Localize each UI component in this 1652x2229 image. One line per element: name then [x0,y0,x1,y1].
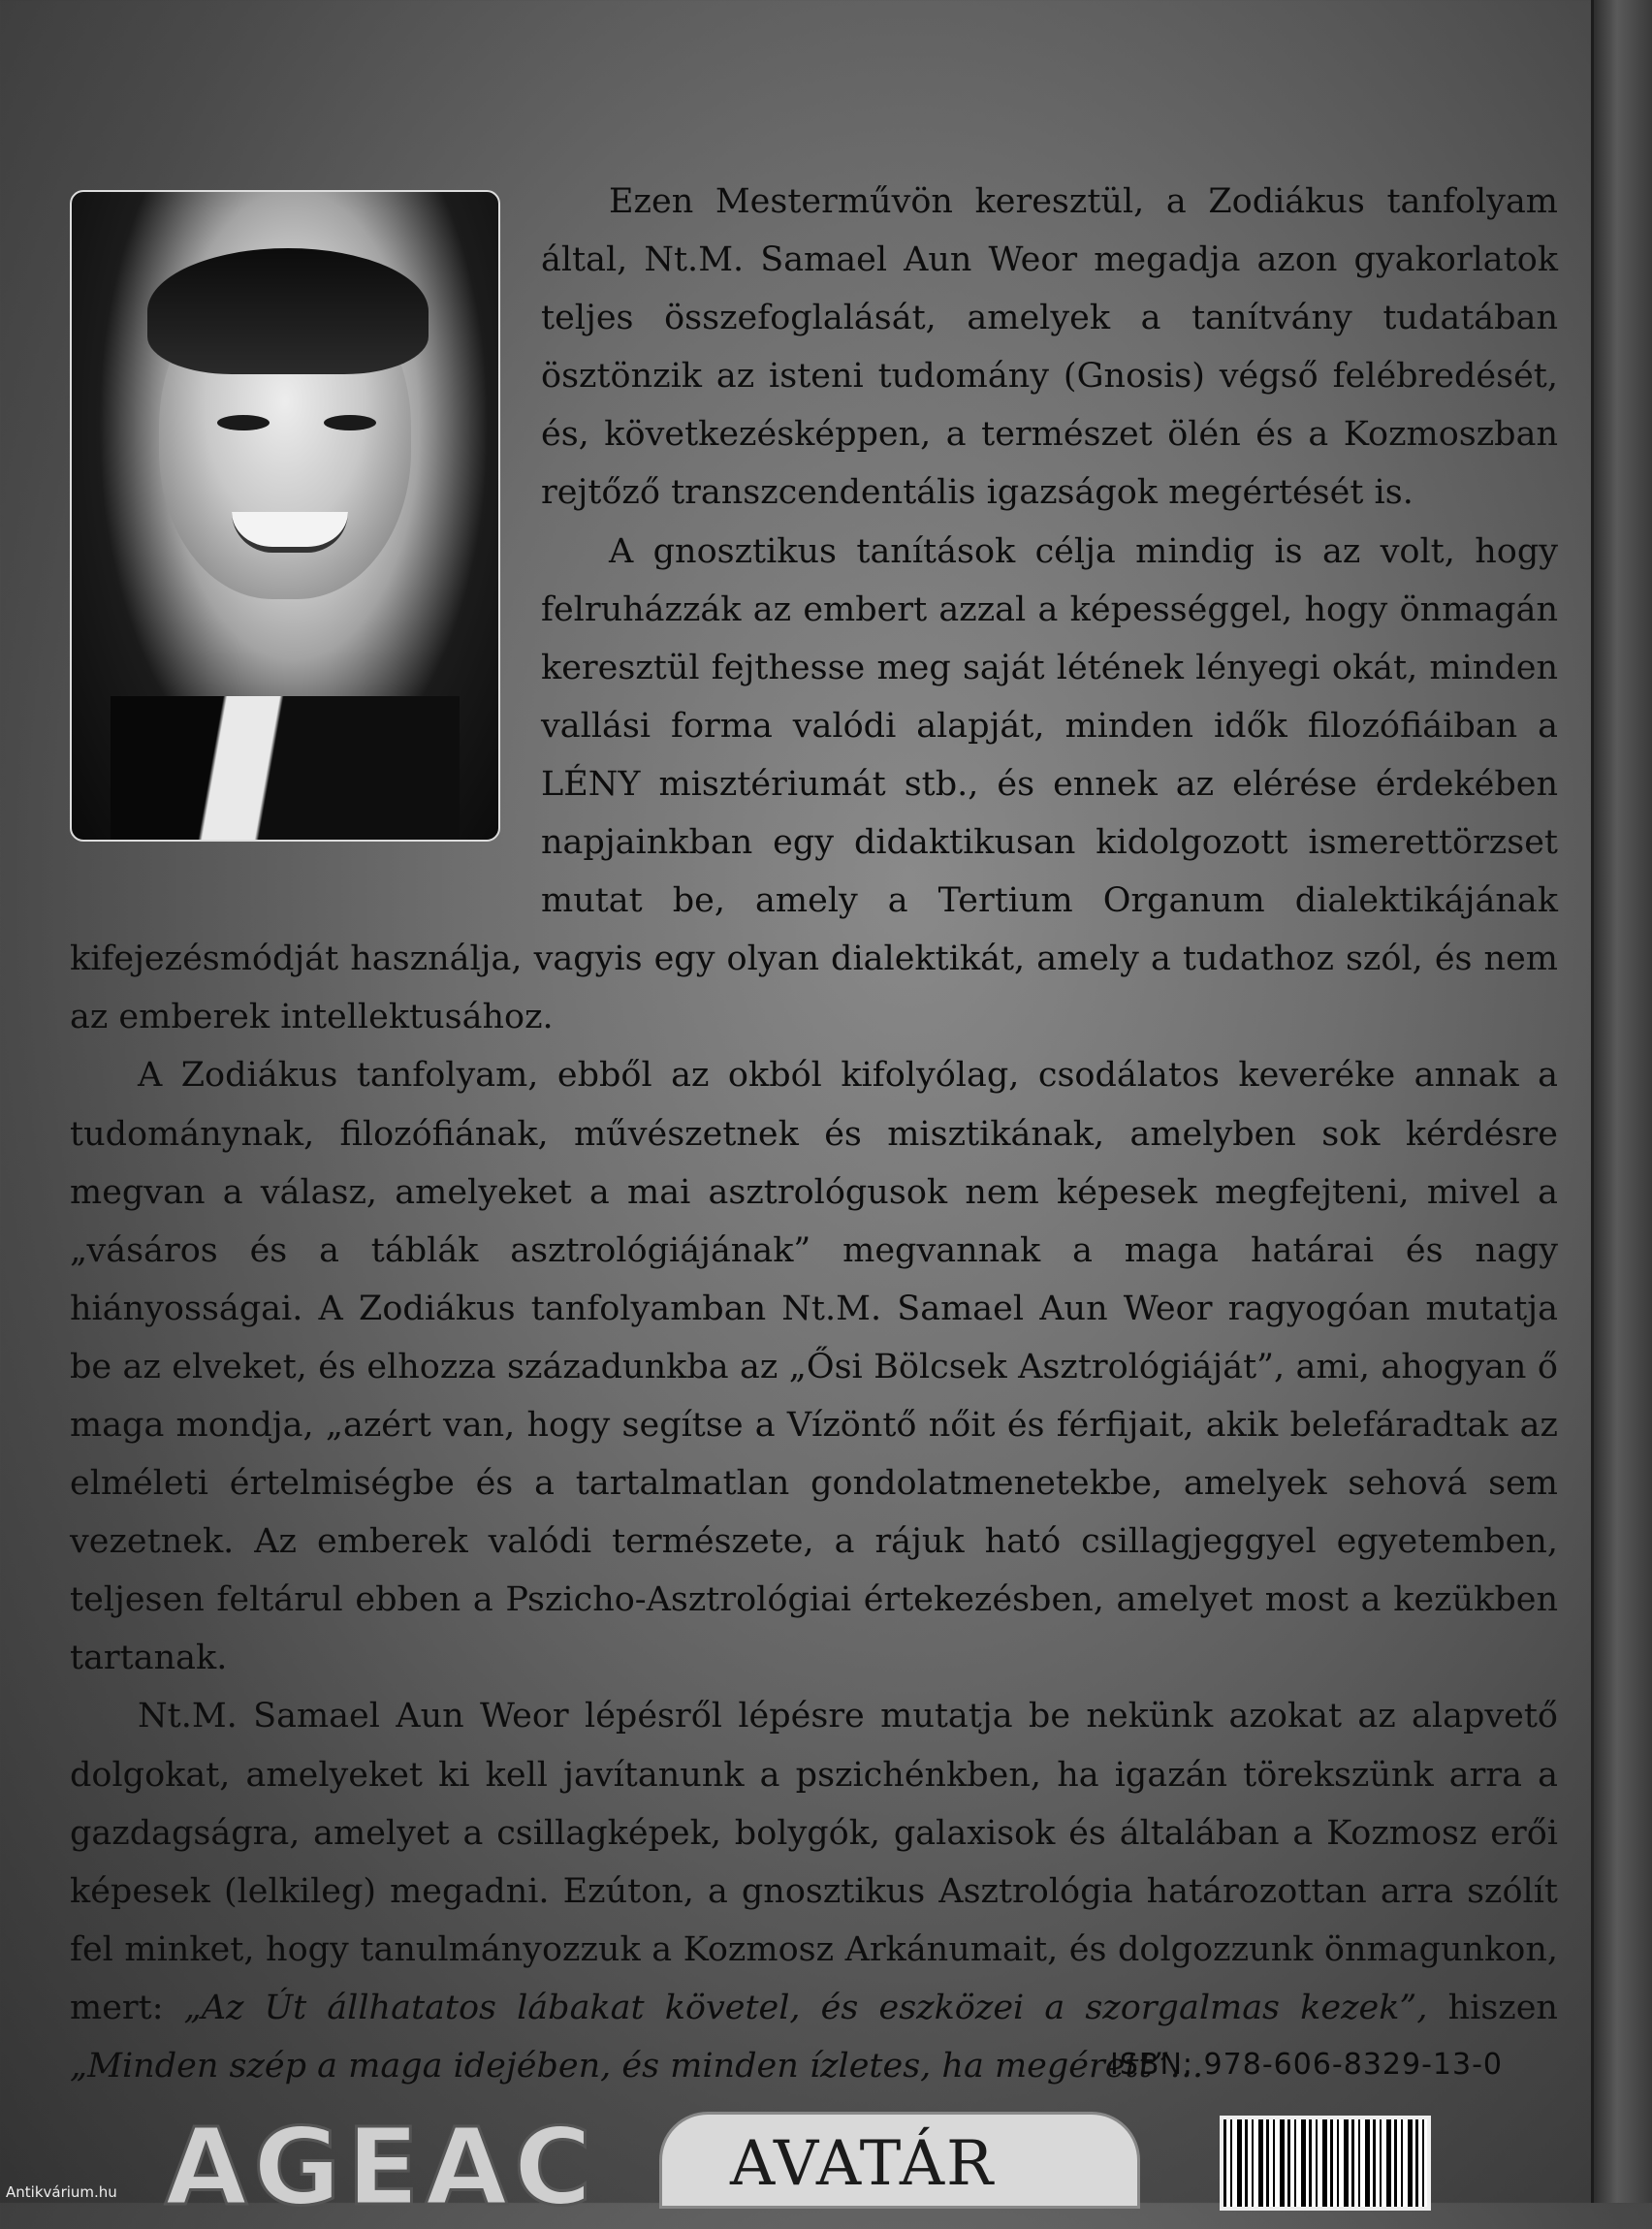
paragraph-4-mid: hiszen [1427,1988,1558,2027]
watermark: Antikvárium.hu [6,2183,117,2201]
isbn-label: ISBN: 978-606-8329-13-0 [1110,2048,1503,2082]
paragraph-1: Ezen Mesterművön keresztül, a Zodiákus tanfolyam által, Nt.M. Samael Aun Weor megadja azon gyakorlatok teljes összefoglalását, amelyek a tanítvány tudatában ösztönzik az isteni tudomány (Gnosis) végső felébredését, és, következésképpen, a természet ölén és a Kozmoszban rejtőző transzcendentális igazságok megértését is. [541,182,1558,513]
paragraph-2: A gnosztikus tanítások célja mindig is az volt, hogy felruházzák az embert azzal a képességgel, hogy önmagán keresztül fejthesse meg saját létének lényegi okát, minden vallási forma valódi alapját, minden idők filozófiáiban a LÉNY misztériumát stb., és ennek az elérése érdekében napjainkban egy didaktikusan kidolgozott ismerettörzset mutat be, amely a Tertium Organum dialektikájának kifejezésmódját használja, vagyis egy olyan dialektikát, amely a tudathoz szól, és nem az emberek intellektusához. [70,531,1558,1037]
quote-1: „Az Út állhatatos lábakat követel, és eszközei a szorgalmas kezek”, [183,1988,1428,2027]
paragraph-4 [70,1687,1558,2095]
barcode [1220,2116,1431,2211]
avatar-publisher-logo [659,2112,1140,2209]
book-spine [1591,0,1652,2203]
paragraph-4-text: Nt.M. Samael Aun Weor lépésről lépésre mutatja be nekünk azokat az alapvető dolgokat, amelyeket ki kell javítanunk a pszichénkben, ha igazán törekszünk arra a gazdagságra, amelyet a csillagképek, bolygók, galaxisok és általában a Kozmosz erői képesek (lelkileg) megadni. Ezúton, a gnosztikus Asztrológia határozottan arra szólít fel minket, hogy tanulmányozzuk a Kozmosz Arkánumait, és dolgozzunk önmagunkon, mert: [70,1697,1558,2027]
quote-2: „Minden szép a maga idejében, és minden ízletes, ha megérett”… [70,2047,1204,2086]
avatar-logo-text: AVATÁR [730,2128,996,2200]
paragraph-3: A Zodiákus tanfolyam, ebből az okból kifolyólag, csodálatos keveréke annak a tudománynak, filozófiának, művészetnek és misztikának, amelyben sok kérdésre megvan a válasz, amelyeket a mai asztrológusok nem képesek megfejteni, mivel a „vásáros és a táblák asztrológiájának” megvannak a maga határai és nagy hiányosságai. A Zodiákus tanfolyamban Nt.M. Samael Aun Weor ragyogóan mutatja be az elveket, és elhozza századunkba az „Ősi Bölcsek Asztrológiáját”, ami, ahogyan ő maga mondja, „azért van, hogy segítse a Vízöntő nőit és férfijait, akik belefáradtak az elméleti értelmiségbe és a tartalmatlan gondolatmenetekbe, amelyek sehová sem vezetnek. Az emberek valódi természete, a rájuk ható csillagjeggyel egyetemben, teljesen feltárul ebben a Pszicho-Asztrológiai értekezésben, amelyet most a kezükben tartanak. [70,1056,1558,1678]
ageac-logo: AGEAC [165,2105,598,2229]
back-cover-text [70,173,1558,2095]
